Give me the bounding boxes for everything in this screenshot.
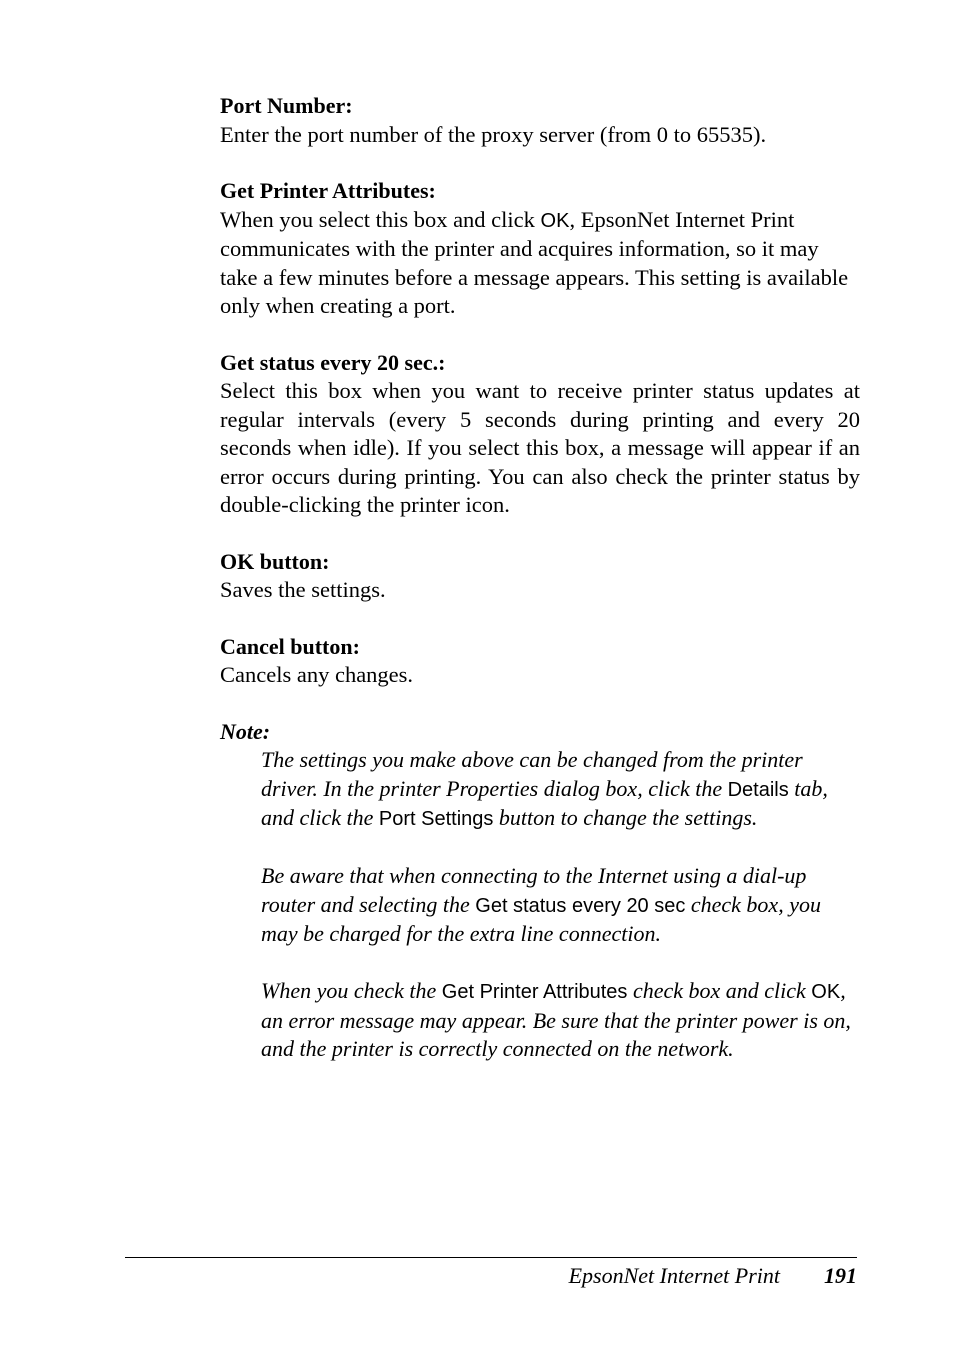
page-footer [569,1262,857,1290]
text-fragment: tab, and click the [261,775,828,830]
section-ok-button [220,548,860,605]
section-text: Cancels any changes. [220,662,414,687]
note-paragraph [261,977,860,1064]
text-fragment: When you check the [261,978,442,1003]
section-heading: Port Number: [220,93,353,118]
section-heading: Get status every 20 sec.: [220,349,446,375]
ui-term: Get status every 20 sec [475,894,686,917]
section-text: Enter the port number of the proxy server (from 0 to 65535). [220,121,767,147]
section-heading: Cancel button: [220,633,360,659]
text-fragment: check box and click [627,978,812,1003]
ui-term: Port Settings [378,808,494,830]
footer-divider [125,1257,857,1258]
text-fragment: check box, you may be charged for the extra line connection. [261,891,821,946]
section-get-printer-attributes [220,177,860,321]
section-text [220,206,860,321]
section-heading: Get Printer Attributes: [220,178,436,203]
text-fragment: The settings you make above can be changed from the printer driver. In the printer Properties dialog box, click the [261,747,803,801]
text-fragment: button to change the settings. [493,805,758,830]
page-body [220,92,860,1092]
note-content [261,746,860,1064]
text-fragment: When you select this box and click [220,206,541,232]
section-heading: OK button: [220,548,330,574]
note-paragraph [261,746,860,834]
text-fragment: Be aware that when connecting to the Internet using a dial-up router and selecting the [261,863,807,917]
note-paragraph [261,862,860,949]
note-box [220,718,860,1064]
ui-term: Details [727,778,789,801]
section-text: Saves the settings. [220,577,386,602]
ui-term: OK [811,981,841,1003]
section-get-status [220,349,860,520]
ui-term: Get Printer Attributes [441,981,628,1003]
text-fragment: , an error message may appear. Be sure that the printer power is on, and the printer is correctly connected on the network. [261,978,851,1061]
section-port-number [220,92,860,149]
section-cancel-button [220,633,860,690]
section-text: Select this box when you want to receive printer status updates at regular intervals (every 5 seconds during printing and every 20 seconds when idle). If you select this box, a message will appear if an error occurs during printing. You can also check the printer status by double-clicking the printer icon. [220,378,860,517]
text-fragment: , EpsonNet Internet Print communicates with the printer and acquires information, so it may take a few minutes before a message appears. This setting is available only when creating a port. [220,206,849,318]
footer-title: EpsonNet Internet Print [568,1263,780,1288]
ui-term: OK [540,209,570,232]
page-number: 191 [824,1263,857,1288]
note-label: Note: [220,718,271,744]
